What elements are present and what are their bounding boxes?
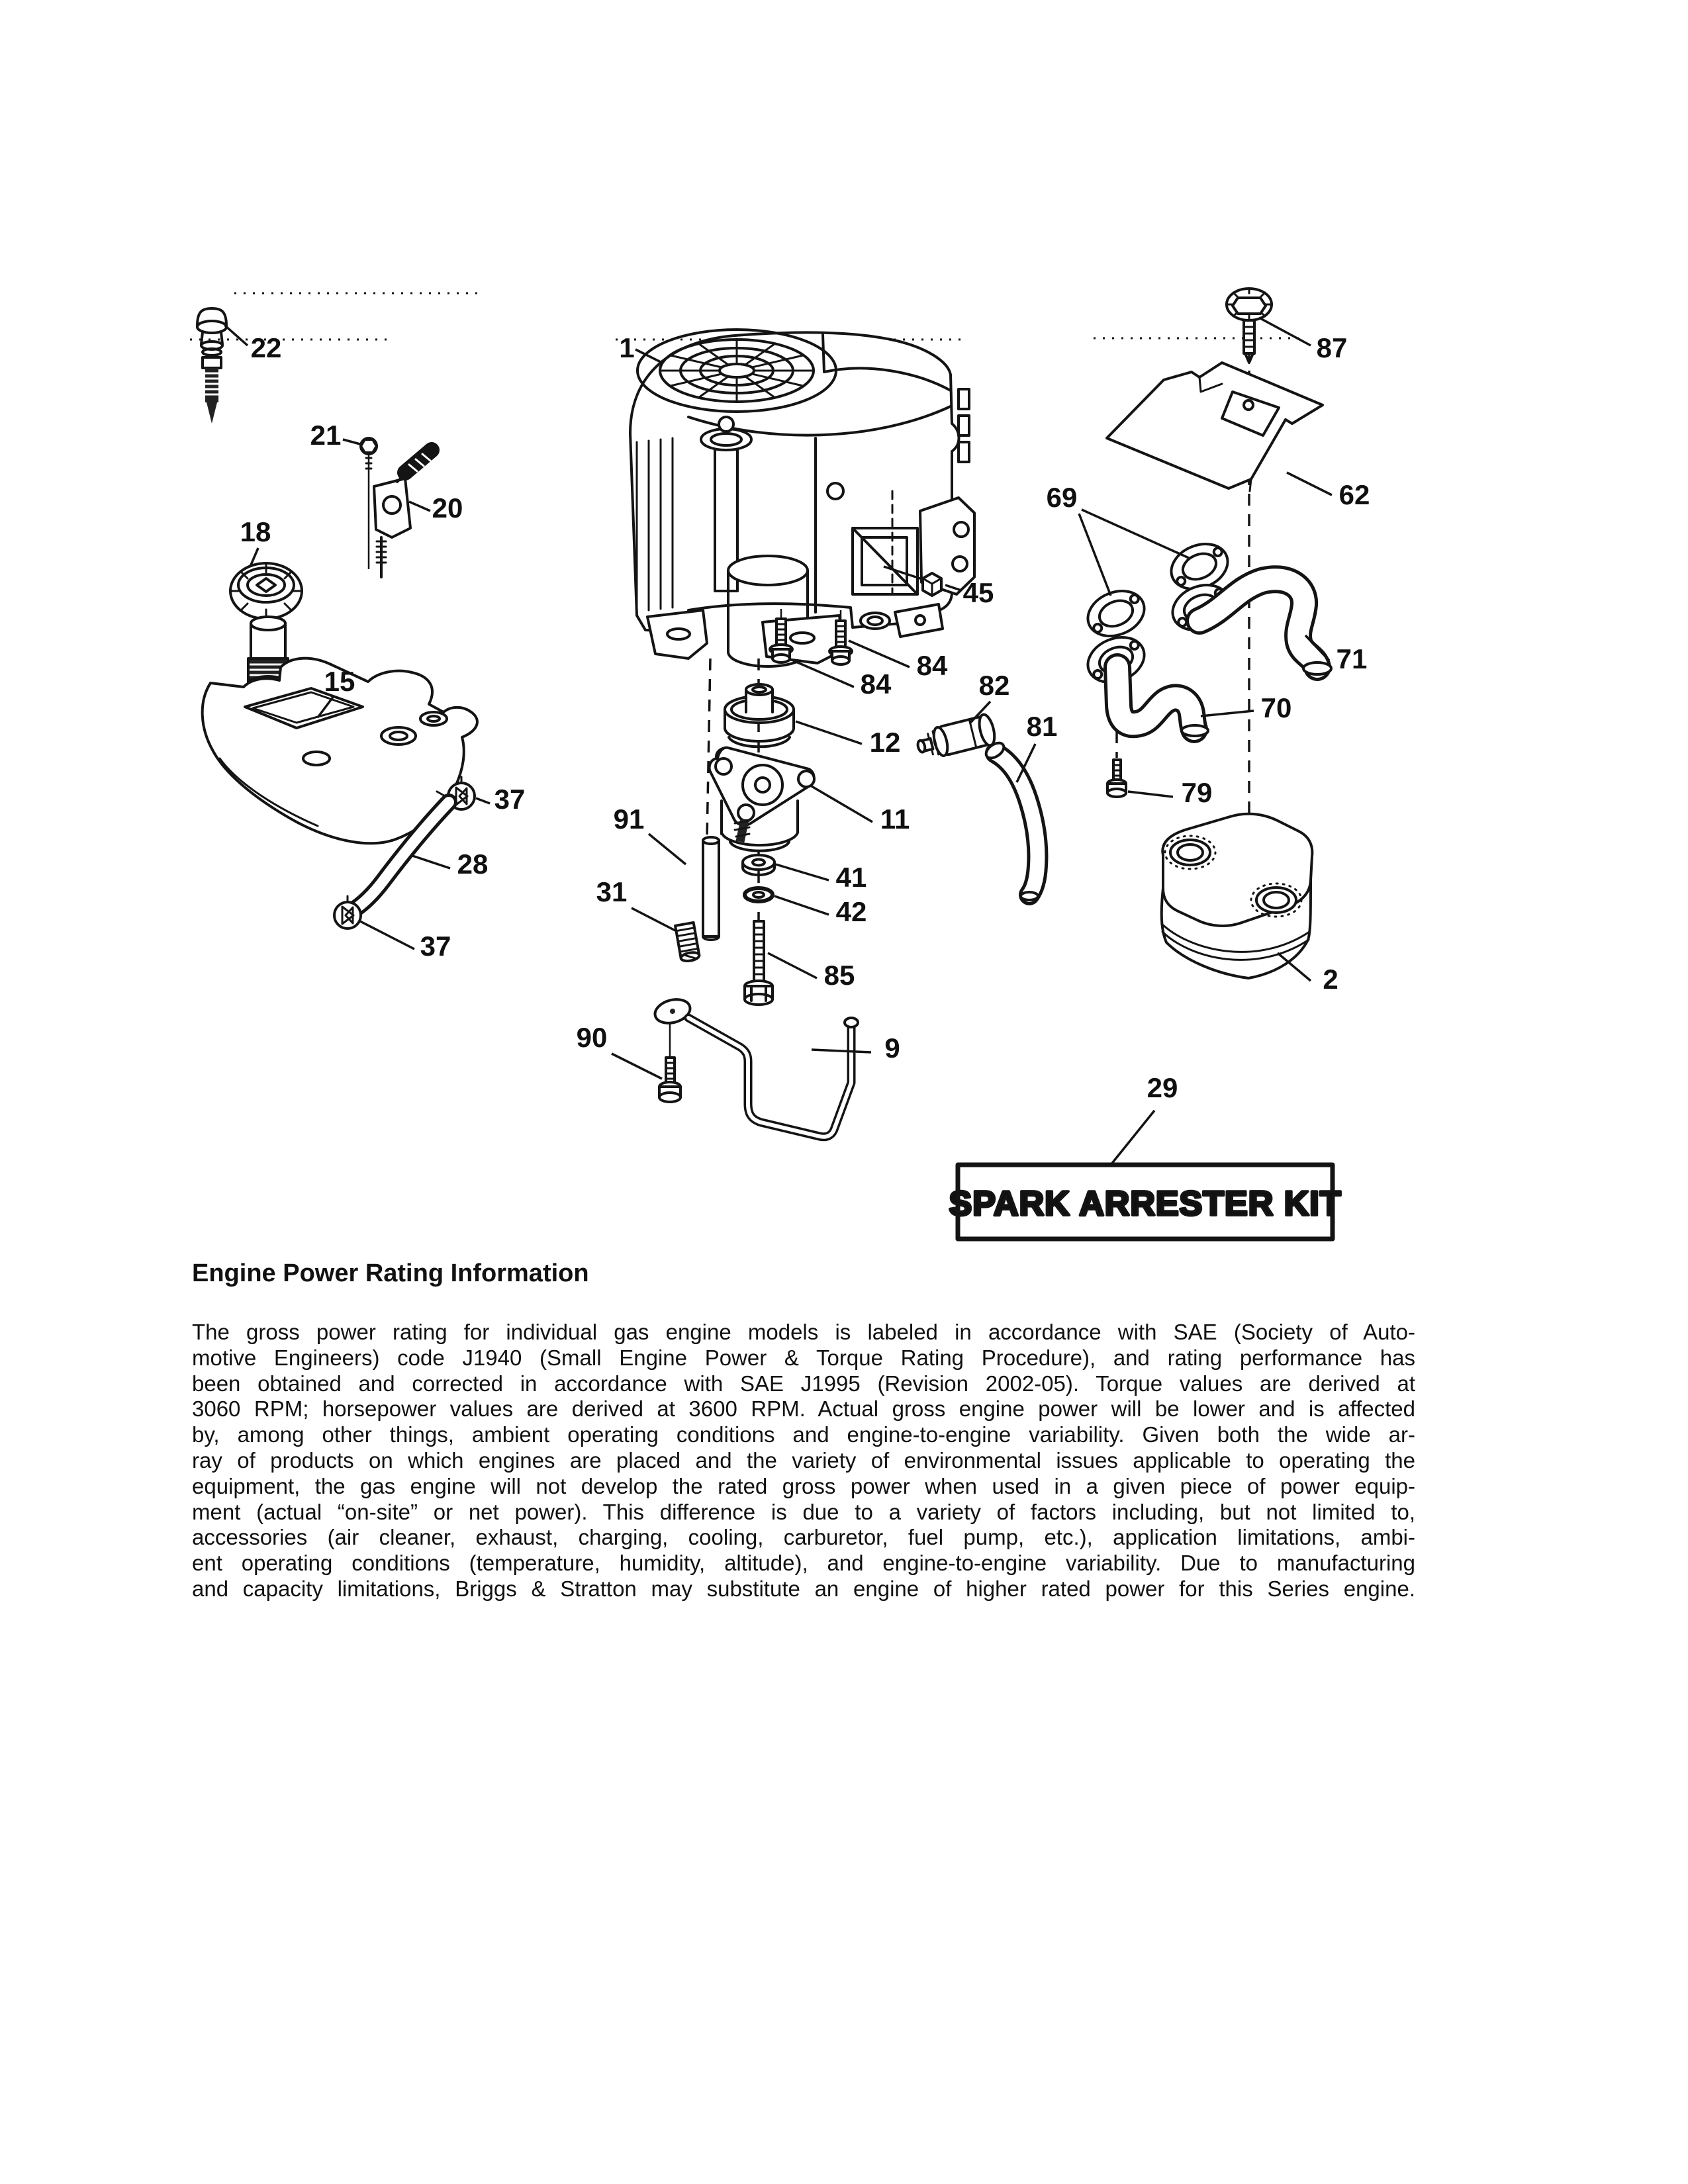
part-label-81: 81 [1026,711,1058,742]
paragraph-line: 3060 RPM; horsepower values are derived at 3600 RPM. Actual gross engine power will be lower and is affected [192,1396,1415,1422]
engine-power-rating-section [192,1259,1415,1602]
paragraph-line: been obtained and corrected in accordance with SAE J1995 (Revision 2002-05). Torque values are derived at [192,1371,1415,1396]
part-label-82: 82 [978,670,1010,701]
knob-22 [197,308,226,424]
section-heading: Engine Power Rating Information [192,1259,589,1287]
paragraph-line: equipment, the gas engine will not develop the rated gross power when used in a given piece of power equip- [192,1473,1415,1498]
part-label-11: 11 [880,803,910,835]
part-label-2: 2 [1323,964,1338,995]
part-label-12: 12 [869,727,901,758]
part-label-84: 84 [860,668,892,700]
carburetor-box [853,528,917,594]
spark-arrester-kit-box [949,1165,1342,1239]
leader-line-69 [1082,510,1190,559]
part-label-29: 29 [1147,1072,1178,1103]
leader-line-29 [1111,1111,1154,1165]
paragraph-line: and capacity limitations, Briggs & Stratton may substitute an engine of higher rated power for this Series engine. [192,1576,1415,1601]
leader-line-87 [1259,318,1311,345]
leader-line-90 [612,1054,662,1079]
part-label-90: 90 [576,1022,608,1053]
paragraph-line: ray of products on which engines are placed and the variety of environmental issues applicable to operating the [192,1447,1415,1473]
leader-line-11 [812,786,872,822]
bolt-21 [361,438,377,469]
breather-hose-81 [984,740,1038,900]
part-label-20: 20 [432,492,463,523]
leader-line-41 [776,864,829,880]
paragraph-line: accessories (air cleaner, exhaust, charging, cooling, carburetor, fuel pump, etc.), application limitations, ambi- [192,1525,1415,1550]
part-label-79: 79 [1181,777,1213,808]
set-screw-31 [675,923,700,962]
leader-line-37 [476,798,490,803]
part-label-15: 15 [324,666,355,697]
exhaust-pipe-70 [1117,667,1208,736]
engine-assembly [630,330,974,666]
part-label-41: 41 [835,862,867,893]
exhaust-port-stub [861,613,890,629]
breather-connector-82 [914,713,997,762]
stack-pulley-12 [725,684,794,747]
part-label-1: 1 [619,332,635,363]
part-label-28: 28 [457,848,489,880]
part-label-85: 85 [823,960,855,991]
part-label-87: 87 [1316,332,1348,363]
part-label-71: 71 [1336,643,1368,674]
fuel-cap-18 [230,563,302,619]
leader-line-69 [1079,514,1111,596]
part-label-45: 45 [962,577,994,608]
leader-line-85 [768,953,817,978]
spark-arrester-kit-label: SPARK ARRESTER KIT [949,1185,1342,1223]
leader-line-84 [849,641,910,667]
part-label-91: 91 [613,803,645,835]
part-label-9: 9 [884,1032,900,1064]
heat-shield-62 [1107,363,1323,491]
leader-line-62 [1287,473,1332,495]
rating-paragraph [192,1320,1415,1602]
cooling-fan-screen [637,330,836,412]
paragraph-line: ment (actual “on-site” or net power). This difference is due to a variety of factors including, but not limited to, [192,1499,1415,1524]
part-label-37: 37 [494,784,526,815]
part-label-62: 62 [1338,479,1370,510]
leader-line-31 [632,908,675,931]
part-label-69: 69 [1046,482,1078,513]
leader-line-9 [812,1050,871,1052]
choke-bracket-20 [374,450,432,577]
part-label-84: 84 [916,650,948,681]
leader-line-12 [796,721,862,744]
leader-line-91 [649,834,686,864]
bolt-79 [1107,760,1126,797]
clutch-11 [710,748,814,851]
leader-line-37 [360,921,414,949]
leader-line-21 [343,439,360,444]
paragraph-line: by, among other things, ambient operating conditions and engine-to-engine variability. Given both the wide ar- [192,1422,1415,1447]
leader-line-22 [225,326,248,345]
leader-line-70 [1201,711,1254,716]
paragraph-line: The gross power rating for individual gas engine models is labeled in accordance with SAE (Society of Auto- [192,1320,1415,1344]
washer-42 [745,888,773,901]
paragraph-line: ent operating conditions (temperature, humidity, altitude), and engine-to-engine variability. Due to manufacturing [192,1551,1415,1576]
bolt-85 [745,921,773,1005]
leader-line-20 [409,502,430,511]
part-label-31: 31 [596,876,628,907]
part-label-21: 21 [310,420,342,451]
leader-line-28 [410,855,450,868]
part-label-70: 70 [1260,692,1292,723]
bolt-90 [659,1058,680,1102]
part-label-18: 18 [240,516,271,547]
part-label-22: 22 [250,332,282,363]
exhaust-pipe-71 [1199,579,1331,674]
spacer-tube-91 [703,837,719,940]
mounting-foot-left [647,610,707,659]
muffler-2 [1162,814,1313,978]
leader-line-79 [1128,792,1173,797]
nut-45 [923,573,941,596]
paragraph-line: motive Engineers) code J1940 (Small Engine Power & Torque Rating Procedure), and rating performance has [192,1345,1415,1370]
support-bracket-9 [653,996,858,1137]
leader-line-42 [774,896,829,915]
part-label-37: 37 [420,931,451,962]
part-label-42: 42 [835,896,867,927]
thumbscrew-87 [1227,289,1272,363]
